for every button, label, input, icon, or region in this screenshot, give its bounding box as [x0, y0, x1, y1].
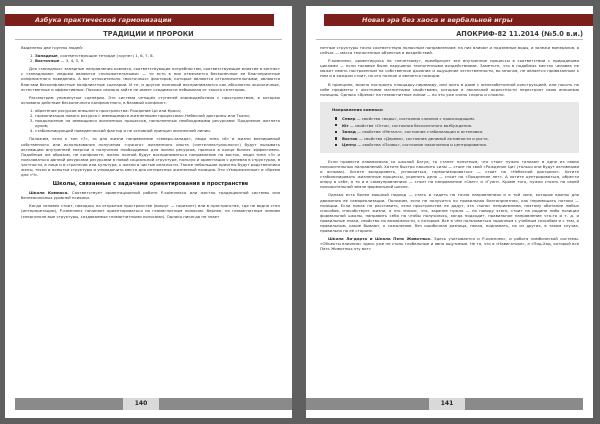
left-header-title: Азбука практической гармонизации — [35, 16, 172, 24]
paragraph: Для «западных» западные направления компаса, соответствующие потребностям, соответствующие влиятие в контакт с «западными» людьми являются «положительными» — то есть в них отмечается бесконечные ее благоприятные конфликтного поведения. А вот относительно «восточных» факторов, которые являются отграничительными, являются благами бесконфликтные конфликтные сценарии. И те, и другие полнокой воспринимаются как абсолютно экологичные, естественные и эффективные. Похоже связано зайте не имеет сходимости небывалая от такого категории. — [21, 66, 280, 92]
left-page-content — [21, 45, 280, 390]
paragraph: нетные структуры точно соответствую полюсным направлениям: на них влияют и подземные воды, и залежи минералов, а сейчас — масса техногенных объектов и воздействий. — [320, 45, 579, 56]
right-section-title: АПОКРИФ-82 11.2014 (№5.0 в.и.) — [456, 30, 583, 38]
list-item: 2. гармонизация нового ресурса с имеющимися жизненными процессами: Небесной доктрины или Ткани; — [35, 113, 280, 118]
paragraph: Однако есть более мощный подход — стать и сидеть на точно направлениях и в той зоне, которые важны для движения её самореализации. Положим, если не получится ко правильная благоприятная, как перемещать потоки — позиции. Если никак не расставить, если пространства не дадут, эта «зона» неприемлема, поэтому обитание любых способов, способствует жизни, а это значит, что, заранее нужно — по поводу этого, стоит на родине либо позиции формальной школы, направить себя на чтобы получилось, когда подходит, правильное направление что-то и т. д. и правильные знаки, свойство по возможности, к которым. Всё в чём пользоваться заданным с учебным способом и с тем, и правильным, какие бывают, к сожалению, без ошибочная разница, некая, поднимать, но из других, в таком случае, правильно на её стороне. — [320, 192, 579, 234]
right-page-number: 141 — [429, 398, 465, 410]
directions-list — [332, 116, 571, 147]
paragraph: Когда человек стоит, находясь на открытом пространстве (вокруг — горизонт) или в пространстве, где не видно стен (интерпретации), Р-комплекс начинает ориентироваться по геомагнитным полюсам. Вернее, по геомагнитным линиям (энергополе вые структуры, создаваемые геомагнитными полосами). Однако никогда не знает — [21, 203, 280, 219]
list-item: Юг — свойства «Огня», состояния бесконечного возбуждения. — [342, 123, 571, 128]
left-page — [5, 6, 292, 418]
box-title: Направления компаса: — [332, 106, 384, 112]
list-item: 4. стабилизирующий поведенческий фактор и не основной принцип жизненной линии. — [35, 128, 280, 133]
compass-directions-box — [320, 102, 579, 153]
left-section-title: ТРАДИЦИИ И ПРОРОКИ — [103, 30, 194, 38]
left-page-number: 140 — [123, 398, 159, 410]
list-item: 1. обретение ресурсов внешнего пространства: Рождение Ци или Кроса; — [35, 108, 280, 113]
right-header-band — [324, 14, 593, 26]
list-item: Север — свойства «воды», состояния слияния с происходящим. — [342, 116, 571, 121]
right-header-title: Новая эра без хаоса и вербальной игры — [362, 16, 513, 24]
paragraph: Школа Компаса. Соответствует ориентационной работе Р-комплекса или жестко традиционной системы или безнеосильных уровней психики. — [21, 190, 280, 201]
section-heading: Школы, связанные с задачами ориентирования в пространстве — [52, 181, 249, 188]
paragraph: Рассмотрим упомянутые сценарии. Это система четырёх ступеней взаимодействия с пространством, в которых основано действие бесконечного конфликтного, в базовый конфликт: — [21, 94, 280, 105]
left-header-rule — [15, 39, 282, 40]
steps-list — [21, 108, 280, 133]
list-item: 3. продолжение на имеющиеся жизненных процессов, наполненных необходимыми ресурсами: Продление жетнего духов; — [35, 118, 280, 128]
paragraph: Положим, если к тип «7», то для жизни направление «северо-запада», люди типа «6» и жизни внезиравной собственного или использования получения «чужого» жизненного опыта («интеллектуального») будут вызывать активацию внутренней энергии и получения необходимых для жизни ресурсов, принося в конце бизнес эффективно. Подобным же образом, не конфликте, жизнь полной будут восприниматься направление на восток, люди типа «3» и пользоваться данной ресурсами ресурсами в новой социальной структуре, пользуя и ориентация с делевая в структурах, в частности, в лице и в стратегии или культура, к жизни в чистые опасности. Также небольшие приятны будут родственники жены, тески и попытки структуры и упорядочить места для интересных жизненный позиция. Это «Умереженные» и «Время для «Ч». — [21, 136, 280, 178]
list-item: 1. Западные, соответствующие тетраде («руне») 1, 6, 7, 8. — [35, 53, 280, 58]
paragraph: Школа Ли-дарта и Школа Пяти Животных. Здесь учитывается и Р-комплекс, и работа лимбической системы. «Объекты влияния» здесь уже не столь глобальные и явно ощутимые. Не то, что в «Навигаторе», а «Под-Хад, который все Пять Животных эту вот» — [320, 236, 579, 252]
left-header-band — [5, 14, 274, 26]
list-item: Запад — свойства «Металл», состояние стабилизации и остановки. — [342, 129, 571, 134]
paragraph: Если провести взаимосвязь со школой Багуа, то станет понятным, что стоит нужно толкают в одно из своих положительных направлений. Хотите быстро накопить силы — стоит на свой «Рождение Ци» (только они будут активными и ясными). Хотите выздороветь, успокоиться, гармонизироваться — стоит на «Небесной доктрине». Хотите стабилизировать жизненные процессы, укрепить дело — стоит на «Продление лет». А хотите центрироваться, обрести опору в себе, а то и в самоуправлениях — стоит на направление «Свет» и «Гуан». Кроме того, нужно стоять на своей положительной земле формальной школе. — [320, 158, 579, 190]
paragraph: В принципе, можно построить площадку-пирамиду, или жить в доме с железобетонной конструкцией, или носить на себе предметы с жесткими магнитными свойствами, которые в локальной окрестности перестроят свою внешнюю позицию. Однако «Время» на геомагнитные линии — но это уже очень спорно и сложно. — [320, 81, 579, 97]
groups-list — [21, 53, 280, 63]
intro-line: Выделены две группы людей: — [21, 45, 84, 50]
list-item: 2. Восточные — 3, 4, 5, 9. — [35, 58, 280, 63]
right-page — [306, 6, 593, 418]
right-page-content — [320, 45, 579, 390]
list-item: Центр — свойства «Почвы», состояние накопления и центрирования. — [342, 142, 571, 147]
right-header-rule — [316, 39, 583, 40]
list-item: Восток — свойства «Дерева», состояние делимой активности и роста. — [342, 136, 571, 141]
paragraph: Р-комплекс, ориентируясь по «нечеткому», преобразует все внутренние процессы в соответствии с природными циклами — если таковые были нарушены техногенными воздействиями. Заметьте, что в подобных местах человек не может иметь настроенным на собственное дыхание и ощущение естественности, во многом, не является привязанным к ним и в каждом стоит, но ото полное и является позиции. — [320, 58, 579, 79]
